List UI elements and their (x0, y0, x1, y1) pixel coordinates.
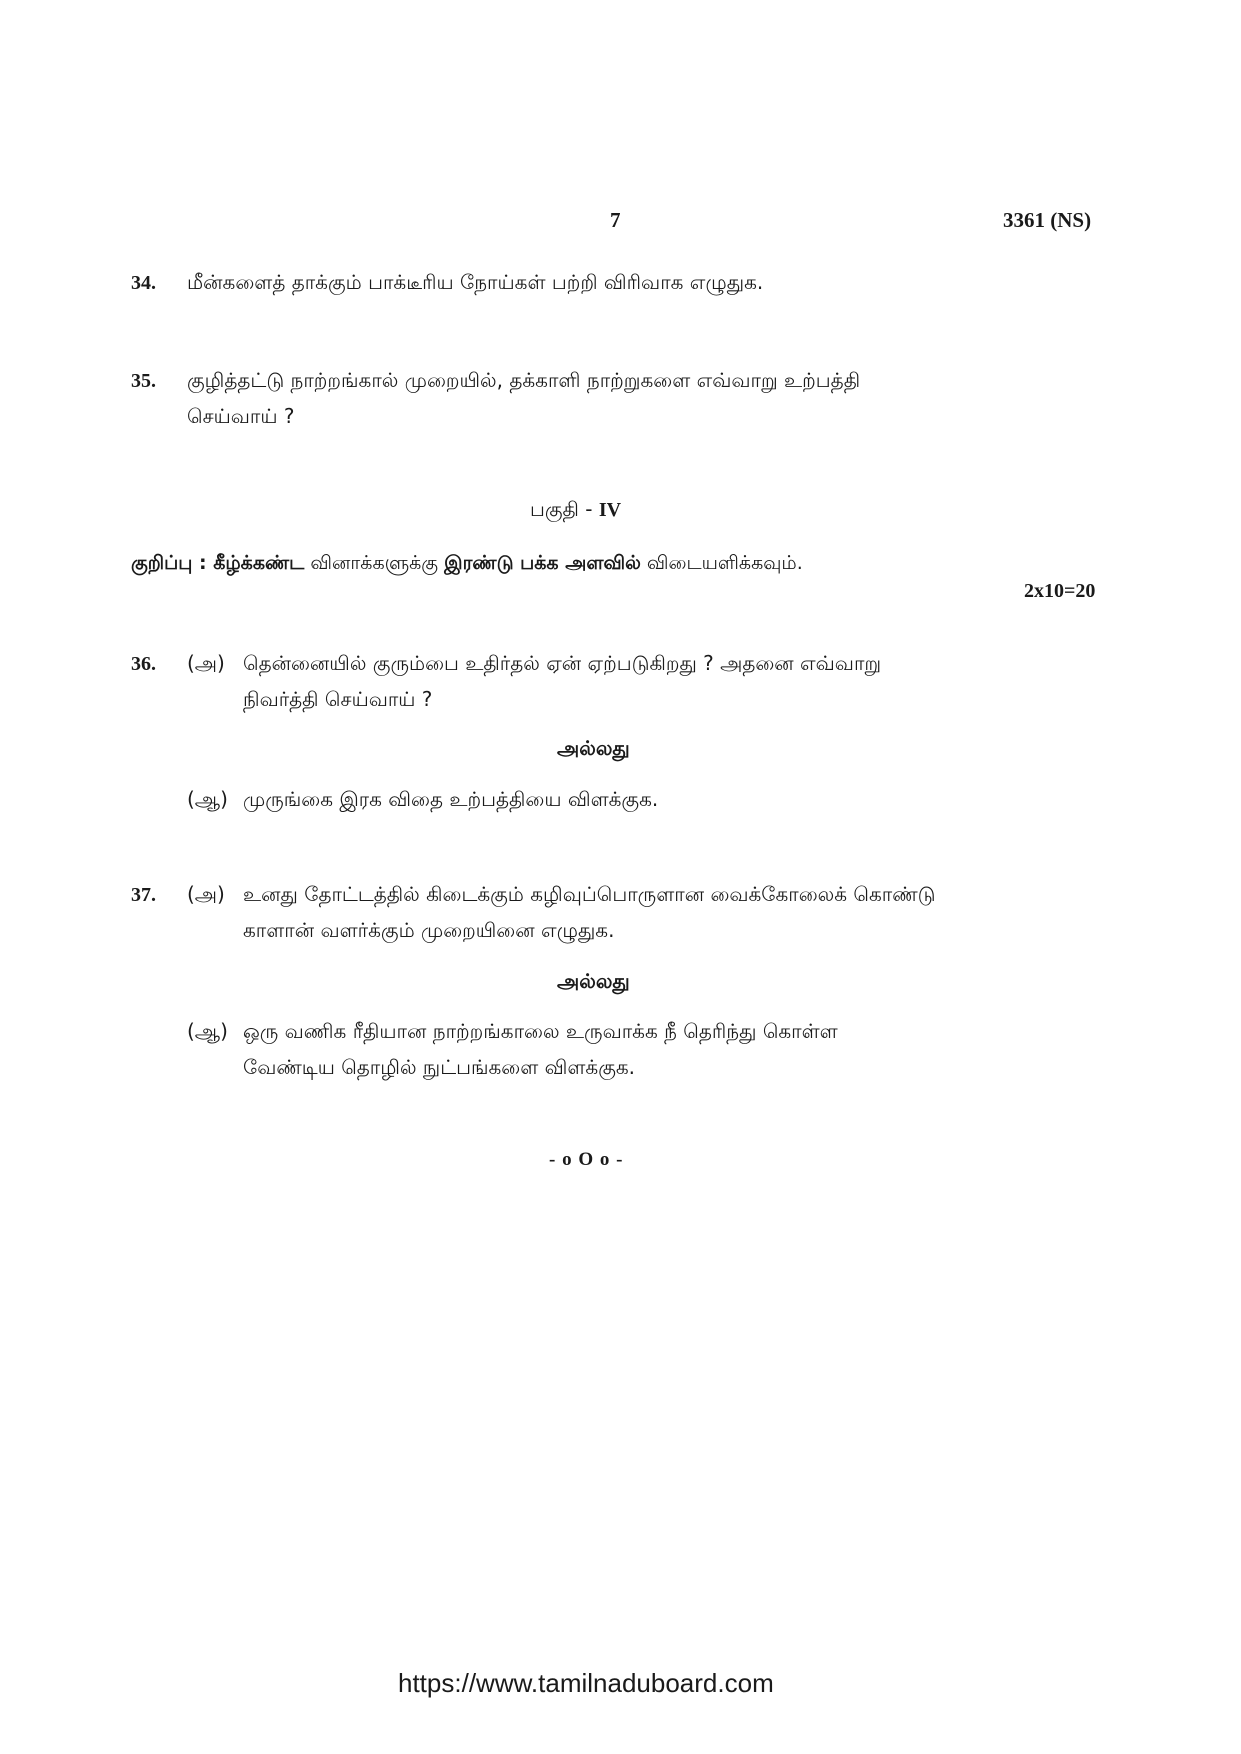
option-a-text: உனது தோட்டத்தில் கிடைக்கும் கழிவுப்பொருளான வைக்கோலைக் கொண்டு (243, 882, 936, 906)
note-label: குறிப்பு : (131, 552, 214, 574)
note-bold-2: இரண்டு பக்க அளவில் (444, 552, 641, 574)
or-label: அல்லது (557, 969, 630, 993)
question-number: 35. (131, 370, 156, 392)
note-text-1: வினாக்களுக்கு (304, 552, 445, 574)
option-b-label: (ஆ) (187, 787, 228, 811)
option-a-text: நிவர்த்தி செய்வாய் ? (243, 687, 433, 711)
section-title-tamil: பகுதி - (530, 497, 599, 521)
option-a-label: (அ) (187, 651, 225, 675)
note-text-2: விடையளிக்கவும். (640, 552, 803, 574)
option-b-text: முருங்கை இரக விதை உற்பத்தியை விளக்குக. (243, 787, 659, 811)
footer-url-link[interactable]: https://www.tamilnaduboard.com (398, 1668, 774, 1698)
section-title (530, 497, 621, 524)
marks-allocation: 2x10=20 (1024, 580, 1096, 602)
page-number: 7 (610, 208, 621, 232)
option-a-label: (அ) (187, 882, 225, 906)
option-b-text: வேண்டிய தொழில் நுட்பங்களை விளக்குக. (243, 1055, 636, 1079)
end-of-paper-mark: - o O o - (549, 1149, 624, 1170)
option-a-text: தென்னையில் குரும்பை உதிர்தல் ஏன் ஏற்படுகிறது ? அதனை எவ்வாறு (243, 651, 882, 675)
section-title-roman: IV (598, 499, 622, 521)
question-number: 36. (131, 653, 156, 675)
option-a-text: காளான் வளர்க்கும் முறையினை எழுதுக. (243, 918, 615, 942)
paper-code: 3361 (NS) (1003, 208, 1092, 232)
option-b-label: (ஆ) (187, 1019, 228, 1043)
question-text: செய்வாய் ? (187, 404, 295, 428)
question-number: 34. (131, 272, 156, 294)
question-text: மீன்களைத் தாக்கும் பாக்டீரிய நோய்கள் பற்றி விரிவாக எழுதுக. (187, 270, 764, 294)
or-label: அல்லது (557, 736, 630, 760)
section-note (131, 552, 803, 577)
question-text: குழித்தட்டு நாற்றங்கால் முறையில், தக்காளி நாற்றுகளை எவ்வாறு உற்பத்தி (187, 368, 861, 392)
note-bold-1: கீழ்க்கண்ட (213, 552, 305, 574)
question-number: 37. (131, 884, 156, 906)
option-b-text: ஒரு வணிக ரீதியான நாற்றங்காலை உருவாக்க நீ தெரிந்து கொள்ள (243, 1019, 838, 1043)
